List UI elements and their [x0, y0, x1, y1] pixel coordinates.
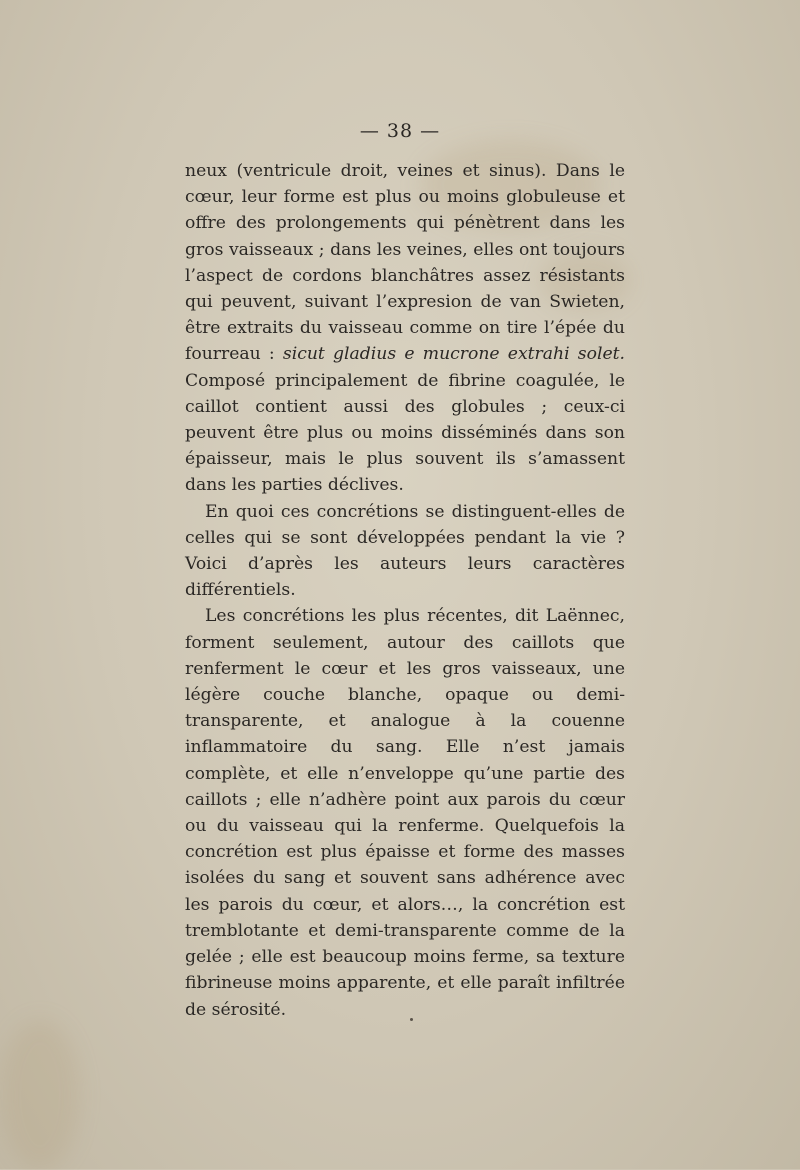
page-number: — 38 —: [359, 120, 441, 142]
body-text: [185, 158, 625, 1023]
paragraph-text: Composé principalement de fibrine coagulée, le caillot contient aussi des globules ; ceux-ci peuvent être plus ou moins disséminés dans son épaisseur, mais le plus souvent ils s’amassent dans les parties déclives.: [185, 370, 625, 496]
paragraph: [185, 499, 625, 604]
paragraph-text: neux (ventricule droit, veines et sinus). Dans le cœur, leur forme est plus ou moins globuleuse et offre des prolongements qui pénètrent dans les gros vaisseaux ; dans les veines, elles ont toujours l’aspect de cordons blanchâtres assez résistants qui peuvent, suivant l’expresion de van Swieten, être extraits du vaisseau comme on tire l’épée du fourreau :: [185, 161, 625, 365]
latin-quote: sicut gladius e mucrone extrahi solet.: [282, 344, 625, 365]
paper-stain: [0, 1020, 80, 1170]
paragraph-text: Les concrétions les plus récentes, dit Laënnec, forment seulement, autour des caillots que renferment le cœur et les gros vaisseaux, une légère couche blanche, opaque ou demi-transparente, et analogue à la couenne inflammatoire du sang. Elle n’est jamais complète, et elle n’enveloppe qu’une partie des caillots ; elle n’adhère point aux parois du cœur ou du vaisseau qui la renferme. Quelquefois la concrétion est plus épaisse et forme des masses isolées du sang et souvent sans adhérence avec les parois du cœur, et alors…, la concrétion est tremblotante et demi-transparente comme de la gelée ; elle est beaucoup moins ferme, sa texture fibrineuse moins apparente, et elle paraît infiltrée de sérosité.: [185, 606, 625, 1020]
paragraph: [185, 603, 625, 1022]
paragraph: [185, 158, 625, 499]
ink-speck: [410, 1018, 413, 1021]
paragraph-text: En quoi ces concrétions se distinguent-elles de celles qui se sont développées pendant la vie ? Voici d’après les auteurs leurs caractères différentiels.: [185, 501, 625, 601]
